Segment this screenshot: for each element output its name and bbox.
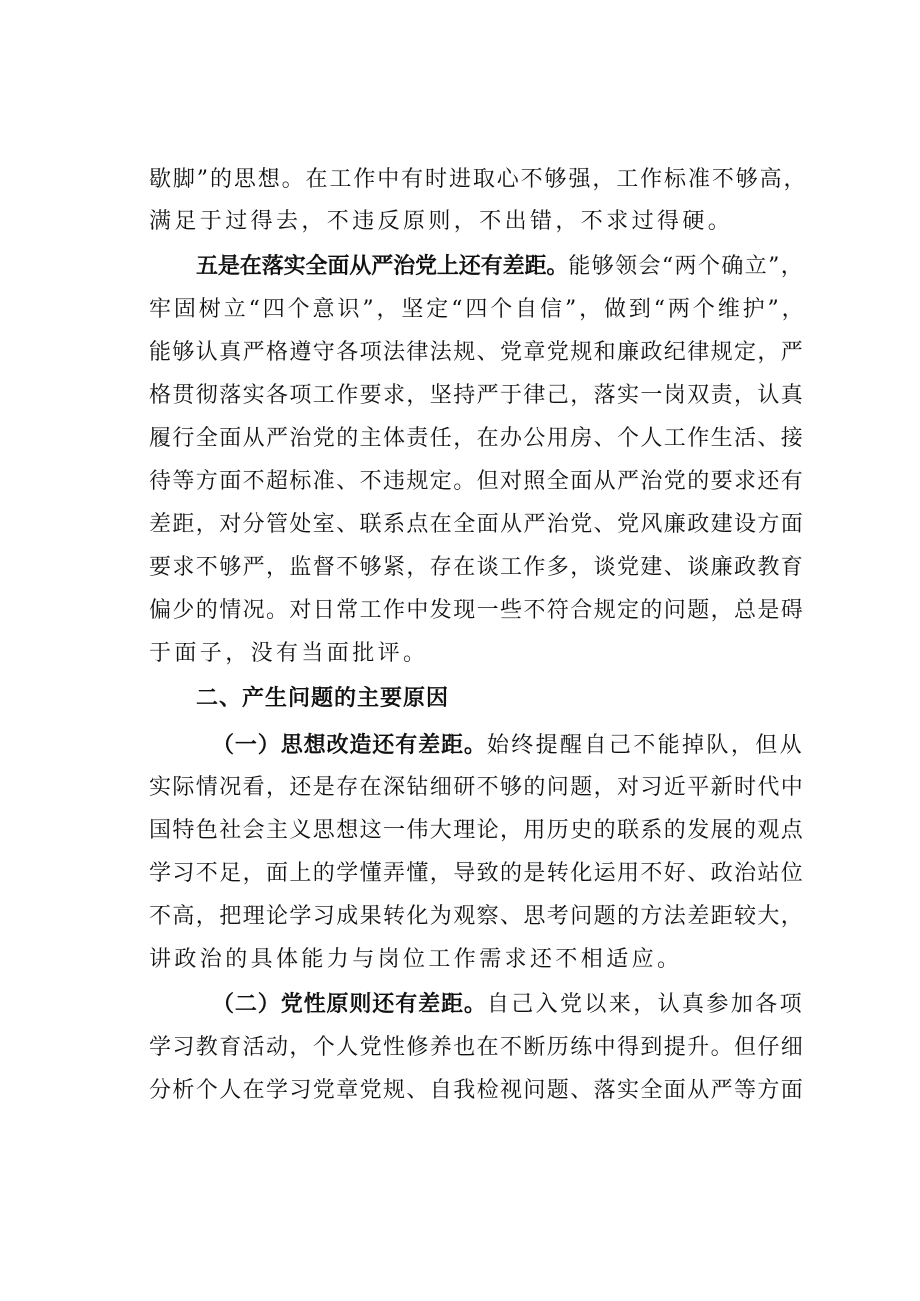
text-line: 实际情况看，还是存在深钻细研不够的问题，对习近平新时代中 [149, 775, 805, 800]
text-line: 学习教育活动，个人党性修养也在不断历练中得到提升。但仔细 [149, 1035, 805, 1060]
subsection-2-lead: 自己入党以来，认真参加各项 [486, 992, 805, 1017]
text-line: 履行全面从严治党的主体责任，在办公用房、个人工作生活、接 [149, 426, 805, 451]
text-line: 牢固树立“四个意识”，坚定“四个自信”，做到“两个维护”， [149, 297, 807, 322]
text-line: 偏少的情况。对日常工作中发现一些不符合规定的问题，总是碍 [149, 598, 805, 623]
text-line: 不高，把理论学习成果转化为观察、思考问题的方法差距较大， [149, 904, 805, 929]
text-line: 要求不够严，监督不够紧，存在谈工作多，谈党建、谈廉政教育 [149, 555, 805, 580]
paragraph-5-first-line [196, 247, 809, 287]
subsection-2-heading: （二）党性原则还有差距。 [212, 992, 487, 1017]
text-line: 待等方面不超标准、不违规定。但对照全面从严治党的要求还有 [149, 469, 805, 494]
subsection-1-first-line [212, 726, 809, 766]
subsection-1-heading: （一）思想改造还有差距。 [212, 733, 487, 758]
text-line: 于面子，没有当面批评。 [149, 641, 429, 666]
text-line: 学习不足，面上的学懂弄懂，导致的是转化运用不好、政治站位 [149, 861, 805, 886]
text-line: 能够认真严格遵守各项法律法规、党章党规和廉政纪律规定，严 [149, 340, 805, 365]
paragraph-5-heading: 五是在落实全面从严治党上还有差距。 [196, 254, 569, 279]
text-line: 国特色社会主义思想这一伟大理论，用历史的联系的发展的观点 [149, 818, 805, 843]
text-line: 歇脚”的思想。在工作中有时进取心不够强，工作标准不够高， [149, 167, 808, 192]
subsection-1-lead: 始终提醒自己不能掉队，但从 [486, 733, 805, 758]
paragraph-5-lead: 能够领会“两个确立”， [568, 254, 805, 279]
text-line: 讲政治的具体能力与岗位工作需求还不相适应。 [149, 947, 683, 972]
section-2-title: 二、产生问题的主要原因 [196, 686, 450, 711]
subsection-2-first-line [212, 985, 809, 1025]
text-line: 满足于过得去，不违反原则，不出错，不求过得硬。 [149, 209, 734, 234]
text-line: 差距，对分管处室、联系点在全面从严治党、党风廉政建设方面 [149, 512, 805, 537]
text-line: 分析个人在学习党章党规、自我检视问题、落实全面从严等方面 [149, 1078, 805, 1103]
text-line: 格贯彻落实各项工作要求，坚持严于律己，落实一岗双责，认真 [149, 383, 805, 408]
